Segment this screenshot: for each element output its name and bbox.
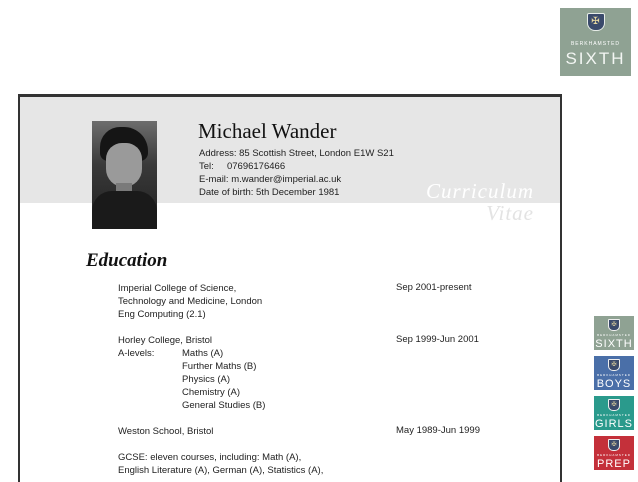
logo-org: BERKHAMSTED [570,41,621,47]
school-logo[interactable] [560,8,631,76]
education-heading: Education [86,250,168,271]
profile-photo [92,121,157,229]
cv-name: Michael Wander [198,119,337,143]
tab-label: SIXTH [595,338,633,350]
crest-icon: ✠ [608,399,620,411]
address-text: Address: 85 Scottish Street, London E1W S21 [199,148,394,159]
contact-details [199,147,394,199]
crest-icon: ✠ [587,13,605,31]
entry-date: Sep 2001-present [396,282,472,293]
entry-line: Weston School, Bristol [118,426,214,437]
entry-line: Eng Computing (2.1) [118,309,206,320]
crest-icon: ✠ [608,319,620,331]
watermark-vitae: Vitae [486,201,534,225]
tab-label: BOYS [596,378,632,390]
tab-label: GIRLS [594,418,633,430]
tab-org: BERKHAMSTED [597,413,631,417]
tab-girls[interactable] [594,396,634,430]
entry-line: Imperial College of Science, [118,283,237,294]
education-entry [118,425,213,438]
education-entry [118,282,262,321]
entry-line: GCSE: eleven courses, including: Math (A), [118,452,302,463]
cv-document [18,94,562,482]
tab-org: BERKHAMSTED [597,373,631,377]
alevel-item: Chemistry (A) [182,387,241,398]
alevel-item: Physics (A) [182,374,231,385]
crest-icon: ✠ [608,439,620,451]
dob-text: Date of birth: 5th December 1981 [199,187,340,198]
email-text: E-mail: m.wander@imperial.ac.uk [199,174,342,185]
education-entry [118,451,323,477]
entry-line: Horley College, Bristol [118,335,212,346]
tab-label: PREP [597,458,631,470]
alevel-item: Further Maths (B) [182,361,257,372]
education-entry [118,334,265,412]
alevel-item: General Studies (B) [182,400,266,411]
alevel-list [182,347,265,412]
entry-line: English Literature (A), German (A), Statistics (A), [118,465,324,476]
tab-org: BERKHAMSTED [597,333,631,337]
tab-boys[interactable] [594,356,634,390]
entry-line: Technology and Medicine, London [118,296,263,307]
crest-icon: ✠ [608,359,620,371]
alevel-item: Maths (A) [182,348,224,359]
phone-text: Tel: 07696176466 [199,161,286,172]
watermark-curriculum: Curriculum [425,179,534,203]
entry-date: Sep 1999-Jun 2001 [396,334,479,345]
logo-label: SIXTH [565,49,626,68]
entry-date: May 1989-Jun 1999 [396,425,480,436]
tab-sixth[interactable] [594,316,634,350]
tab-org: BERKHAMSTED [597,453,631,457]
tab-prep[interactable] [594,436,634,470]
alevel-label: A-levels: [118,348,155,359]
